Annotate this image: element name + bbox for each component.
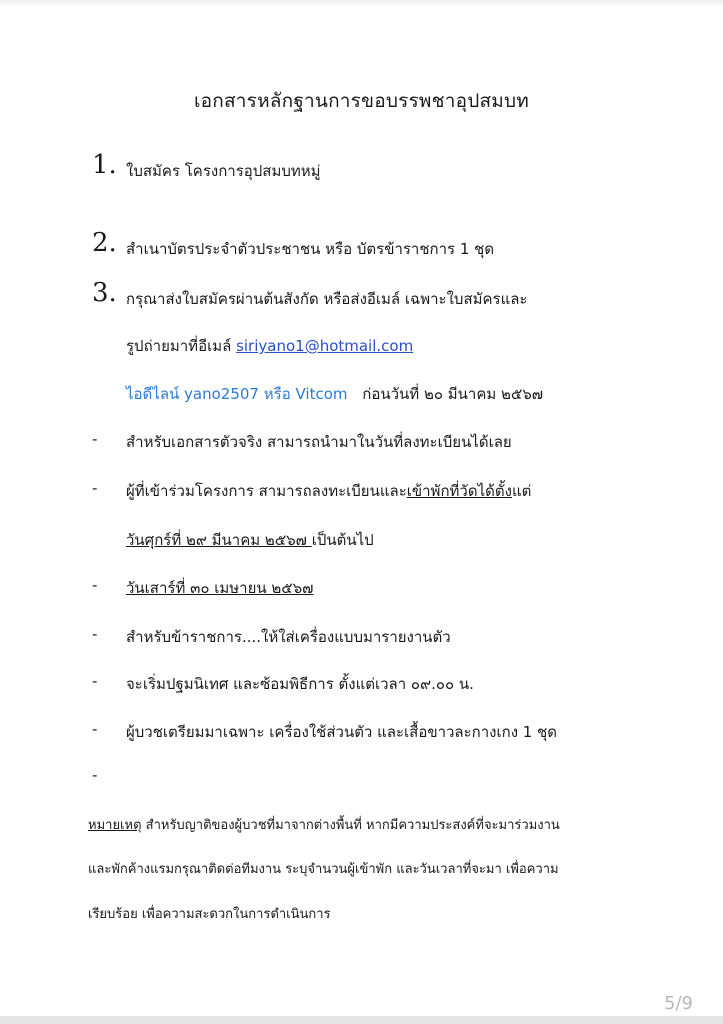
bullet-3-text: วันเสาร์ที่ ๓๐ เมษายน ๒๕๖๗ [126, 579, 314, 597]
bullet-2-part-b: เข้าพักที่วัดได้ตั้ง [406, 482, 512, 500]
bullet-dash: - [92, 625, 98, 643]
item-3-line-3 [126, 382, 543, 406]
item-3-line-2 [126, 334, 413, 358]
page-bottom-edge [0, 1016, 723, 1024]
bullet-dash: - [92, 720, 98, 738]
note-line-1 [88, 814, 560, 835]
document-title: เอกสารหลักฐานการขอบรรพชาอุปสมบท [193, 90, 529, 112]
note-line-3: เรียบร้อย เพื่อความสะดวกในการดำเนินการ [88, 907, 331, 922]
item-3-text: กรุณาส่งใบสมัครผ่านต้นสังกัด หรือส่งอีเมล์ เฉพาะใบสมัครและ [126, 290, 528, 308]
bullet-4-text: สำหรับข้าราชการ....ให้ใส่เครื่องแบบมารายงานตัว [126, 628, 451, 646]
item-1-text: ใบสมัคร โครงการอุปสมบทหมู่ [126, 162, 321, 180]
bullet-dash: - [92, 576, 98, 594]
bullet-2-line-2 [126, 528, 374, 552]
page-top-edge [0, 0, 723, 6]
line-id-text: ไอดีไลน์ yano2507 หรือ Vitcom [126, 385, 348, 403]
bullet-2-date: วันศุกร์ที่ ๒๙ มีนาคม ๒๕๖๗ [126, 531, 312, 549]
page-number: 5/9 [664, 993, 693, 1014]
bullet-2-part-a: ผู้ที่เข้าร่วมโครงการ สามารถลงทะเบียนและ [126, 482, 407, 500]
bullet-2-rest: เป็นต้นไป [311, 531, 374, 549]
email-link[interactable]: siriyano1@hotmail.com [236, 337, 414, 355]
note-label: หมายเหตุ [88, 818, 142, 833]
item-2-text: สำเนาบัตรประจำตัวประชาชน หรือ บัตรข้าราชการ 1 ชุด [126, 240, 495, 258]
bullet-2-text [126, 479, 531, 503]
email-prefix: รูปถ่ายมาที่อีเมล์ [126, 337, 232, 355]
deadline-text: ก่อนวันที่ ๒๐ มีนาคม ๒๕๖๗ [362, 385, 544, 403]
bullet-dash: - [92, 672, 98, 690]
item-2-number: 2. [92, 228, 117, 258]
bullet-dash: - [92, 430, 98, 448]
bullet-6-text: ผู้บวชเตรียมมาเฉพาะ เครื่องใช้ส่วนตัว และเสื้อขาวละกางเกง 1 ชุด [126, 723, 558, 741]
bullet-dash: - [92, 479, 98, 497]
bullet-1-text: สำหรับเอกสารตัวจริง สามารถนำมาในวันที่ลงทะเบียนได้เลย [126, 433, 512, 451]
item-1-number: 1. [92, 150, 117, 180]
note-line-2: และพักค้างแรมกรุณาติดต่อทีมงาน ระบุจำนวนผู้เข้าพัก และวันเวลาที่จะมา เพื่อความ [88, 862, 559, 877]
bullet-2-part-c: แต่ [511, 482, 532, 500]
bullet-dash: - [92, 766, 98, 784]
bullet-5-text: จะเริ่มปฐมนิเทศ และซ้อมพิธีการ ตั้งแต่เวลา ๐๙.๐๐ น. [126, 675, 474, 693]
item-3-number: 3. [92, 278, 117, 308]
note-line-1-text: สำหรับญาติของผู้บวชที่มาจากต่างพื้นที่ หากมีความประสงค์ที่จะมาร่วมงาน [141, 818, 560, 833]
